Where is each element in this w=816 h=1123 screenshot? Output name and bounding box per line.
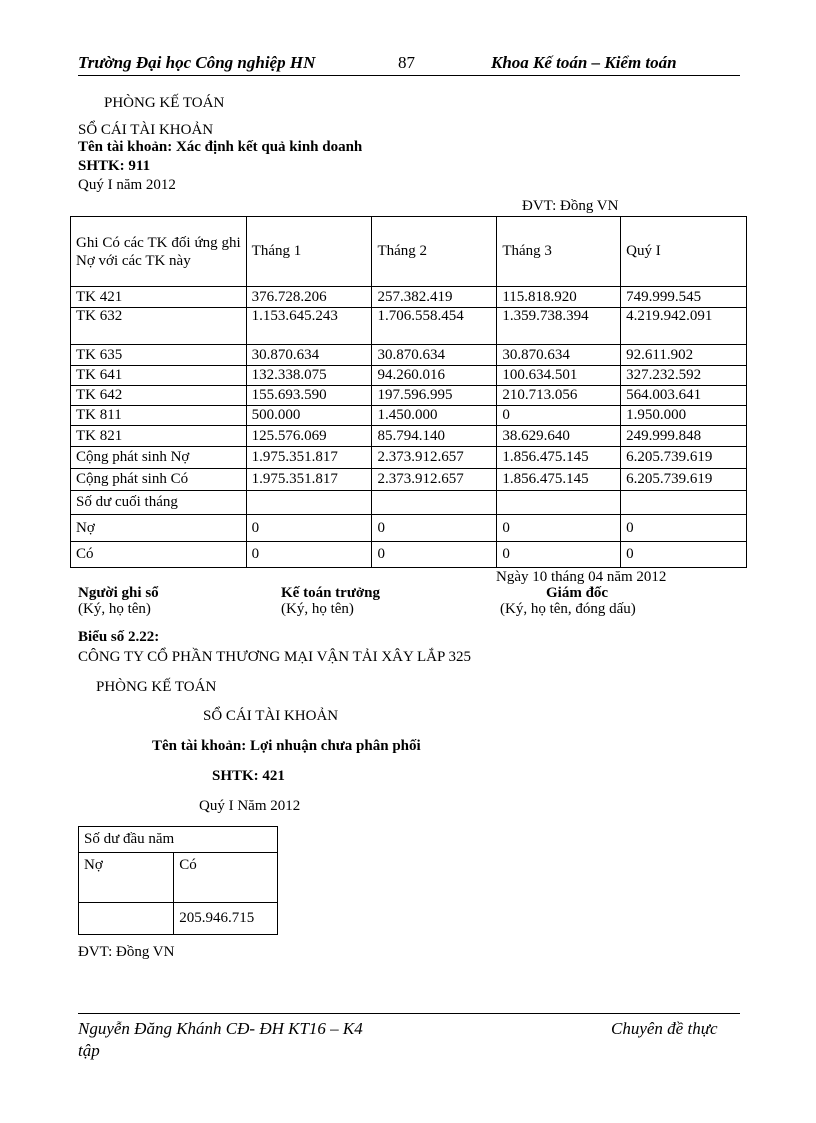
table-row: [71, 447, 747, 469]
ledger2-period: Quý I Năm 2012: [199, 798, 301, 814]
footer-topic: Chuyên đề thực: [611, 1019, 718, 1038]
table-cell: 1.856.475.145: [497, 447, 621, 469]
ledger2-table: [78, 826, 278, 935]
signature-title: Giám đốc: [546, 585, 609, 601]
column-header: Quý I: [621, 217, 747, 287]
table-cell: 1.359.738.394: [497, 308, 621, 345]
table-cell: [621, 491, 747, 515]
signature-note: (Ký, họ tên, đóng dấu): [500, 601, 636, 617]
table-cell: 0: [246, 542, 372, 568]
table-cell: 2.373.912.657: [372, 447, 497, 469]
table-cell: TK 642: [71, 386, 247, 406]
table-cell: 92.611.902: [621, 345, 747, 366]
signature-note: (Ký, họ tên): [78, 601, 151, 617]
debit-label: Nợ: [79, 853, 174, 903]
table-cell: 0: [497, 406, 621, 426]
ledger2-account-code: SHTK: 421: [212, 768, 285, 784]
table-row: [71, 345, 747, 366]
table-cell: 94.260.016: [372, 366, 497, 386]
table-cell: 1.975.351.817: [246, 447, 372, 469]
header-school: Trường Đại học Công nghiệp HN: [78, 53, 316, 72]
table-cell: 6.205.739.619: [621, 469, 747, 491]
table-cell: TK 632: [71, 308, 247, 345]
table-row: [79, 853, 278, 903]
table-cell: 210.713.056: [497, 386, 621, 406]
table-cell: 500.000: [246, 406, 372, 426]
signature-title: Người ghi sổ: [78, 585, 159, 601]
table-cell: Cộng phát sinh Nợ: [71, 447, 247, 469]
table-cell: 132.338.075: [246, 366, 372, 386]
table-cell: Nợ: [71, 515, 247, 542]
credit-label: Có: [174, 853, 278, 903]
header-rule: [78, 75, 740, 76]
credit-value: 205.946.715: [174, 903, 278, 935]
table-cell: 376.728.206: [246, 287, 372, 308]
table-cell: 30.870.634: [497, 345, 621, 366]
table-cell: 327.232.592: [621, 366, 747, 386]
table-cell: TK 811: [71, 406, 247, 426]
table-header-row: [71, 217, 747, 287]
table-cell: TK 421: [71, 287, 247, 308]
table-cell: 0: [372, 515, 497, 542]
table-cell: TK 635: [71, 345, 247, 366]
table-cell: 125.576.069: [246, 426, 372, 447]
table-cell: 38.629.640: [497, 426, 621, 447]
table-row: [71, 469, 747, 491]
table-cell: 30.870.634: [372, 345, 497, 366]
table-cell: TK 821: [71, 426, 247, 447]
column-header: Ghi Có các TK đối ứng ghi Nợ với các TK này: [71, 217, 247, 287]
table-row: [71, 515, 747, 542]
table-cell: 0: [246, 515, 372, 542]
ledger1-dept: PHÒNG KẾ TOÁN: [104, 95, 225, 111]
ledger2-label: Biểu số 2.22:: [78, 629, 160, 645]
ledger1-account-code: SHTK: 911: [78, 158, 151, 174]
table-cell: [246, 491, 372, 515]
table-row: [71, 287, 747, 308]
opening-balance-label: Số dư đầu năm: [79, 827, 278, 853]
footer-topic-continued: tập: [78, 1041, 100, 1060]
footer-rule: [78, 1013, 740, 1014]
table-cell: 0: [497, 515, 621, 542]
table-cell: 0: [372, 542, 497, 568]
column-header: Tháng 3: [497, 217, 621, 287]
table-row: [71, 406, 747, 426]
ledger2-title: SỔ CÁI TÀI KHOẢN: [203, 708, 339, 724]
table-cell: 1.450.000: [372, 406, 497, 426]
footer-author: Nguyễn Đăng Khánh CĐ- ĐH KT16 – K4: [78, 1019, 363, 1038]
table-cell: 115.818.920: [497, 287, 621, 308]
table-cell: 1.706.558.454: [372, 308, 497, 345]
table-row: [71, 491, 747, 515]
header-faculty: Khoa Kế toán – Kiểm toán: [491, 53, 677, 72]
ledger1-title: SỔ CÁI TÀI KHOẢN: [78, 122, 214, 138]
table-row: [71, 366, 747, 386]
table-cell: 0: [621, 542, 747, 568]
table-row: [71, 386, 747, 406]
ledger1-date: Ngày 10 tháng 04 năm 2012: [496, 569, 667, 585]
table-cell: 0: [621, 515, 747, 542]
table-cell: 85.794.140: [372, 426, 497, 447]
table-cell: Có: [71, 542, 247, 568]
ledger2-dept: PHÒNG KẾ TOÁN: [96, 679, 217, 695]
table-row: [71, 542, 747, 568]
table-cell: 100.634.501: [497, 366, 621, 386]
ledger2-unit: ĐVT: Đồng VN: [78, 944, 175, 960]
table-cell: 30.870.634: [246, 345, 372, 366]
table-cell: 749.999.545: [621, 287, 747, 308]
column-header: Tháng 1: [246, 217, 372, 287]
column-header: Tháng 2: [372, 217, 497, 287]
table-cell: 1.153.645.243: [246, 308, 372, 345]
table-cell: 0: [497, 542, 621, 568]
ledger1-period: Quý I năm 2012: [78, 177, 176, 193]
table-row: [71, 308, 747, 345]
table-cell: [497, 491, 621, 515]
table-cell: 2.373.912.657: [372, 469, 497, 491]
table-cell: Cộng phát sinh Có: [71, 469, 247, 491]
table-cell: 249.999.848: [621, 426, 747, 447]
table-cell: 1.950.000: [621, 406, 747, 426]
table-cell: 6.205.739.619: [621, 447, 747, 469]
table-cell: TK 641: [71, 366, 247, 386]
table-cell: 564.003.641: [621, 386, 747, 406]
signature-note: (Ký, họ tên): [281, 601, 354, 617]
table-cell: 257.382.419: [372, 287, 497, 308]
table-cell: Số dư cuối tháng: [71, 491, 247, 515]
signature-title: Kế toán trưởng: [281, 585, 380, 601]
table-cell: 4.219.942.091: [621, 308, 747, 345]
ledger2-account-name: Tên tài khoản: Lợi nhuận chưa phân phối: [152, 738, 421, 754]
table-row: [79, 903, 278, 935]
page-number: 87: [398, 53, 415, 72]
table-cell: 1.856.475.145: [497, 469, 621, 491]
ledger1-table: [70, 216, 747, 568]
ledger1-account-name: Tên tài khoản: Xác định kết quả kinh doanh: [78, 139, 363, 155]
table-cell: 1.975.351.817: [246, 469, 372, 491]
table-row: [71, 426, 747, 447]
ledger1-unit: ĐVT: Đồng VN: [522, 198, 619, 214]
ledger2-company: CÔNG TY CỔ PHẦN THƯƠNG MẠI VẬN TẢI XÂY LẮP 325: [78, 649, 472, 665]
table-cell: [372, 491, 497, 515]
table-row: [79, 827, 278, 853]
table-cell: 155.693.590: [246, 386, 372, 406]
debit-value: [79, 903, 174, 935]
table-cell: 197.596.995: [372, 386, 497, 406]
